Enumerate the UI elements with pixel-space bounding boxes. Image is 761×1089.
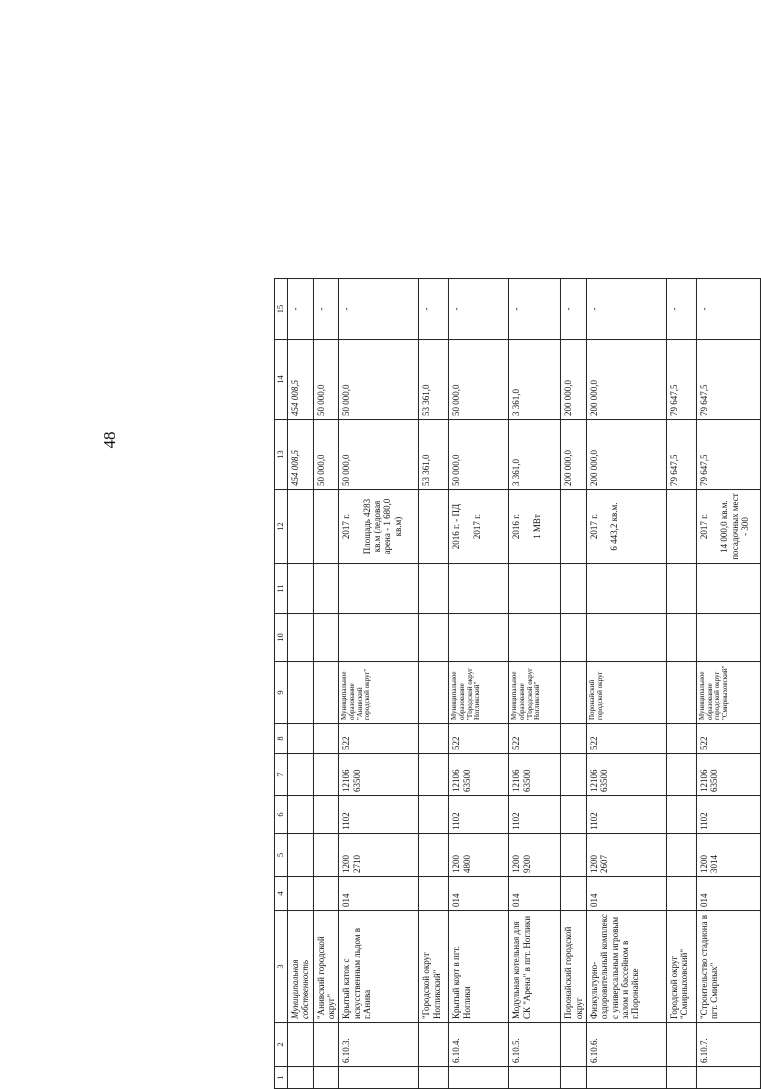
page-number: 48 xyxy=(100,431,119,449)
col-num-2: 2 xyxy=(274,1023,287,1067)
cell-code: 522 xyxy=(509,724,561,754)
cell-extra: - xyxy=(287,279,313,340)
cell-code: 1200 9200 xyxy=(509,834,561,877)
row-name: Крытый каток с искусственным льдом в г.Анива xyxy=(339,911,419,1023)
cell-total: 3 361,0 xyxy=(509,420,561,490)
col-num-1: 1 xyxy=(274,1067,287,1089)
term-year: 2017 г. xyxy=(699,513,710,540)
cell-code: 522 xyxy=(697,724,761,754)
cell-term xyxy=(339,490,419,564)
cell-term xyxy=(697,490,761,564)
row-name: Городской округ "Смирныховский" xyxy=(667,911,697,1023)
cell-code: 014 xyxy=(587,877,667,911)
term-year: 2017 г. xyxy=(589,513,600,540)
term-capacity: 6 443,2 кв.м. xyxy=(609,502,620,551)
col-num-15: 15 xyxy=(274,279,287,340)
cell-code: 12106 63500 xyxy=(587,754,667,796)
cell-customer: Муниципальное образование "Городской округ Ногликский" xyxy=(509,662,561,724)
cell-extra: - xyxy=(697,279,761,340)
table-row xyxy=(697,279,761,1089)
col-num-9: 9 xyxy=(274,662,287,724)
row-name: "Строительство стадиона в пгт. Смирных" xyxy=(697,911,761,1023)
col-num-8: 8 xyxy=(274,724,287,754)
cell-amount: 50 000,0 xyxy=(339,340,419,420)
term-year: 2017 г. xyxy=(341,513,352,540)
budget-table xyxy=(274,278,761,1089)
cell-term xyxy=(509,490,561,564)
cell-code: 12106 63500 xyxy=(339,754,419,796)
row-number: 6.10.7. xyxy=(697,1023,761,1067)
cell-term xyxy=(587,490,667,564)
cell-code: 12106 63500 xyxy=(509,754,561,796)
cell-code: 522 xyxy=(587,724,667,754)
cell-extra: - xyxy=(449,279,509,340)
cell-amount: 79 647,5 xyxy=(697,340,761,420)
cell-code: 1200 2607 xyxy=(587,834,667,877)
row-number: 6.10.5. xyxy=(509,1023,561,1067)
table-row xyxy=(561,279,587,1089)
col-num-5: 5 xyxy=(274,834,287,877)
column-number-row xyxy=(274,279,287,1089)
col-num-7: 7 xyxy=(274,754,287,796)
cell-extra: - xyxy=(509,279,561,340)
cell-code: 1200 2710 xyxy=(339,834,419,877)
cell-customer: Муниципальное образование "Городской округ Ногликский" xyxy=(449,662,509,724)
cell-amount: 53 361,0 xyxy=(419,340,449,420)
row-name: Физкультурно-оздоровительный комплекс с универсальным игровым залом и бассейном в г.Поронайске xyxy=(587,911,667,1023)
col-num-11: 11 xyxy=(274,564,287,614)
row-name: "Городской округ Ногликский" xyxy=(419,911,449,1023)
col-num-6: 6 xyxy=(274,796,287,834)
cell-total: 200 000,0 xyxy=(587,420,667,490)
cell-extra: - xyxy=(313,279,339,340)
table-row xyxy=(509,279,561,1089)
cell-extra: - xyxy=(339,279,419,340)
cell-code: 1102 xyxy=(697,796,761,834)
cell-code: 014 xyxy=(697,877,761,911)
cell-code: 1200 3014 xyxy=(697,834,761,877)
col-num-10: 10 xyxy=(274,614,287,662)
cell-extra: - xyxy=(561,279,587,340)
term-capacity: Площадь 4283 кв.м (ледовая арена - 1 680,0 кв.м) xyxy=(361,498,403,555)
cell-total: 200 000,0 xyxy=(561,420,587,490)
col-num-3: 3 xyxy=(274,911,287,1023)
cell-code: 1102 xyxy=(509,796,561,834)
cell-code: 1200 4800 xyxy=(449,834,509,877)
cell-code: 1102 xyxy=(587,796,667,834)
cell-amount: 200 000,0 xyxy=(587,340,667,420)
cell-total: 50 000,0 xyxy=(313,420,339,490)
cell-code: 12106 63500 xyxy=(449,754,509,796)
row-number: 6.10.6. xyxy=(587,1023,667,1067)
table-row xyxy=(667,279,697,1089)
row-name: Поронайский городской округ xyxy=(561,911,587,1023)
row-name: Муниципальная собственность xyxy=(287,911,313,1023)
term-capacity: 2017 г. xyxy=(471,513,482,540)
cell-amount: 200 000,0 xyxy=(561,340,587,420)
table-row xyxy=(587,279,667,1089)
col-num-13: 13 xyxy=(274,420,287,490)
cell-customer: Муниципальное образование городской округ "Смирныховский" xyxy=(697,662,761,724)
cell-amount: 50 000,0 xyxy=(449,340,509,420)
col-num-4: 4 xyxy=(274,877,287,911)
cell-amount: 50 000,0 xyxy=(313,340,339,420)
table-row xyxy=(449,279,509,1089)
row-name: Крытый корт в пгт. Ноглики xyxy=(449,911,509,1023)
cell-term xyxy=(449,490,509,564)
term-year: 2016 г. xyxy=(511,513,522,540)
cell-total: 79 647,5 xyxy=(697,420,761,490)
col-num-14: 14 xyxy=(274,340,287,420)
cell-code: 12106 63500 xyxy=(697,754,761,796)
row-name: "Анивский городской округ" xyxy=(313,911,339,1023)
cell-customer: Муниципальное образование "Анивский городской округ" xyxy=(339,662,419,724)
term-capacity: 14 000,0 кв.м. посадочных мест - 300 xyxy=(719,493,751,560)
cell-code: 1102 xyxy=(339,796,419,834)
cell-code: 522 xyxy=(339,724,419,754)
table-row xyxy=(287,279,313,1089)
table-row xyxy=(419,279,449,1089)
row-number: 6.10.4. xyxy=(449,1023,509,1067)
col-num-12: 12 xyxy=(274,490,287,564)
table-row xyxy=(313,279,339,1089)
cell-total: 53 361,0 xyxy=(419,420,449,490)
cell-total: 50 000,0 xyxy=(449,420,509,490)
cell-amount: 3 361,0 xyxy=(509,340,561,420)
term-year: 2016 г. - ПД xyxy=(451,503,462,550)
cell-total: 79 647,5 xyxy=(667,420,697,490)
cell-code: 014 xyxy=(339,877,419,911)
cell-code: 014 xyxy=(449,877,509,911)
term-capacity: 1 МВт xyxy=(531,514,542,539)
row-number: 6.10.3. xyxy=(339,1023,419,1067)
cell-customer: Поронайский городской округ xyxy=(587,662,667,724)
cell-amount: 454 008,5 xyxy=(287,340,313,420)
cell-extra: - xyxy=(587,279,667,340)
cell-total: 50 000,0 xyxy=(339,420,419,490)
cell-amount: 79 647,5 xyxy=(667,340,697,420)
cell-extra: - xyxy=(667,279,697,340)
row-name: Модульная котельная для СК "Арена" в пгт. Ноглики xyxy=(509,911,561,1023)
cell-code: 014 xyxy=(509,877,561,911)
cell-extra: - xyxy=(419,279,449,340)
cell-code: 1102 xyxy=(449,796,509,834)
cell-total: 454 008,5 xyxy=(287,420,313,490)
table-row xyxy=(339,279,419,1089)
cell-code: 522 xyxy=(449,724,509,754)
